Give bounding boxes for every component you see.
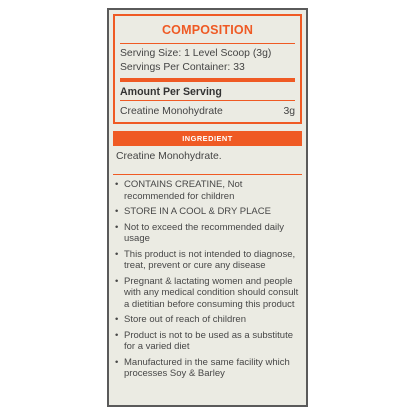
bullet-icon: • — [115, 221, 119, 233]
ingredient-header: INGREDIENT — [113, 131, 302, 146]
servings-per-container: Servings Per Container: 33 — [120, 62, 245, 73]
warning-item — [114, 276, 300, 311]
bullet-icon: • — [115, 314, 119, 325]
composition-row-name: Creatine Monohydrate — [120, 106, 223, 117]
warning-item — [114, 314, 300, 326]
composition-box — [113, 14, 302, 124]
warning-text: Not to exceed the recommended daily usage — [124, 221, 285, 244]
warning-text: Product is not to be used as a substitute for a varied diet — [124, 329, 293, 352]
nutrition-panel — [107, 8, 308, 407]
thick-divider — [120, 78, 295, 82]
bullet-icon: • — [115, 206, 119, 217]
amount-per-serving-header: Amount Per Serving — [120, 86, 222, 98]
amount-divider — [120, 100, 295, 101]
warning-text: This product is not intended to diagnose, treat, prevent or cure any disease — [124, 248, 296, 271]
warning-text: Store out of reach of children — [124, 314, 246, 325]
bullet-icon: • — [115, 275, 119, 287]
composition-title: COMPOSITION — [161, 23, 254, 37]
ingredient-divider — [113, 174, 302, 175]
bullet-icon: • — [115, 179, 119, 190]
serving-size: Serving Size: 1 Level Scoop (3g) — [120, 48, 272, 59]
warning-text: Pregnant & lactating women and people with any medical condition should consult a dietitian before consuming this product — [124, 275, 299, 310]
warning-item — [114, 357, 300, 380]
bullet-icon: • — [115, 329, 119, 341]
bullet-icon: • — [115, 356, 119, 368]
title-divider — [120, 43, 295, 44]
warning-text: CONTAINS CREATINE, Not recommended for children — [124, 179, 243, 202]
warning-item — [114, 179, 300, 202]
bullet-icon: • — [115, 248, 119, 260]
ingredient-text: Creatine Monohydrate. — [116, 151, 222, 162]
warning-item — [114, 249, 300, 272]
warning-item — [114, 206, 300, 218]
warnings-list — [114, 179, 300, 380]
warning-item — [114, 222, 300, 245]
composition-row-value: 3g — [283, 106, 295, 117]
warning-item — [114, 330, 300, 353]
warning-text: STORE IN A COOL & DRY PLACE — [124, 206, 271, 217]
warning-text: Manufactured in the same facility which processes Soy & Barley — [124, 356, 290, 379]
